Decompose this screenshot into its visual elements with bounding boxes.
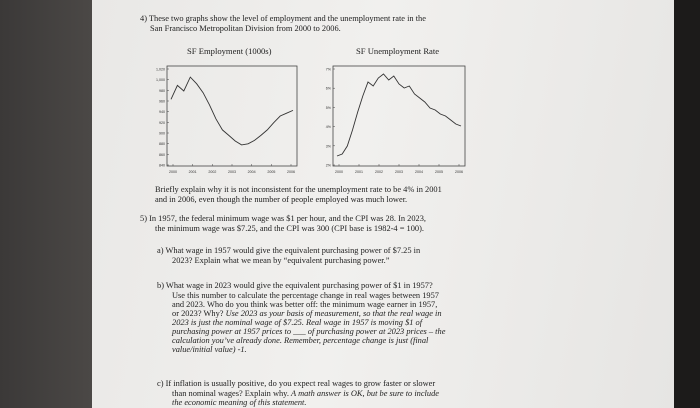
y-tick-label: 5%: [325, 105, 331, 110]
part-b-line-7: calculation you’ve already done. Remember, percentage change is just (final: [172, 336, 429, 345]
question-5-line-1: 5) In 1957, the federal minimum wage was $1 per hour, and the CPI was 28. In 2023,: [140, 214, 426, 223]
background-right: [674, 0, 700, 408]
part-c-line-2-plain: than nominal wages? Explain why.: [172, 389, 292, 398]
y-tick-label: 3%: [325, 144, 331, 149]
x-tick-label: 2000: [335, 170, 343, 174]
question-4-line-2: San Francisco Metropolitan Division from 2000 to 2006.: [150, 24, 341, 33]
background-left: [0, 0, 92, 408]
x-tick-label: 2004: [415, 170, 423, 174]
part-c-line-3: the economic meaning of this statement.: [172, 398, 307, 407]
question-4-line-1: 4) These two graphs show the level of employment and the unemployment rate in the: [140, 14, 426, 23]
part-c-line-2-italic: A math answer is OK, but be sure to include: [291, 389, 439, 398]
x-tick-label: 2006: [455, 170, 463, 174]
part-b-line-1: b) What wage in 2023 would give the equivalent purchasing power of $1 in 1957?: [157, 281, 433, 290]
y-tick-label: 840: [159, 163, 165, 168]
x-tick-label: 2006: [287, 170, 295, 174]
part-a-line-2: 2023? Explain what we mean by “equivalent purchasing power.”: [172, 256, 390, 265]
x-tick-label: 2004: [247, 170, 256, 174]
unemployment-chart: [315, 63, 467, 178]
y-tick-label: 940: [159, 110, 165, 115]
x-tick-label: 2005: [435, 170, 443, 174]
part-b-line-8: value/initial value) -1.: [172, 345, 247, 354]
x-tick-label: 2003: [395, 170, 403, 174]
y-tick-label: 880: [159, 142, 165, 147]
y-tick-label: 920: [159, 120, 165, 125]
part-b-line-4-plain: or 2023? Why?: [172, 309, 226, 318]
employment-chart-title: SF Employment (1000s): [187, 46, 272, 56]
employment-chart: [149, 63, 299, 178]
part-b-line-5: 2023 is just the nominal wage of $7.25. Real wage in 1957 is moving $1 of: [172, 318, 423, 327]
y-tick-label: 6%: [325, 86, 331, 91]
x-tick-label: 2005: [267, 170, 276, 174]
brief-explain-line-2: and in 2006, even though the number of people employed was much lower.: [155, 195, 408, 204]
y-tick-label: 1,020: [156, 67, 165, 72]
y-tick-label: 860: [159, 152, 165, 157]
y-tick-label: 900: [159, 131, 165, 136]
question-5-line-2: the minimum wage was $7.25, and the CPI was 300 (CPI base is 1982-4 = 100).: [155, 224, 424, 233]
part-b-line-4-italic: Use 2023 as your basis of measurement, so that the real wage in: [225, 309, 442, 318]
y-tick-label: 980: [159, 88, 165, 93]
series-line: [171, 77, 293, 145]
x-tick-label: 2002: [208, 170, 217, 174]
part-b-line-3: and 2023. Who do you think was better off: the minimum wage earner in 1957,: [172, 300, 438, 309]
part-b-line-2: Use this number to calculate the percentage change in real wages between 1957: [172, 291, 439, 300]
x-tick-label: 2003: [228, 170, 236, 174]
y-tick-label: 960: [159, 99, 165, 104]
x-tick-label: 2002: [375, 170, 383, 174]
series-line: [337, 74, 461, 156]
part-c-line-1: c) If inflation is usually positive, do you expect real wages to grow faster or slower: [157, 379, 436, 388]
unemployment-chart-title: SF Unemployment Rate: [356, 46, 440, 56]
part-a-line-1: a) What wage in 1957 would give the equivalent purchasing power of $7.25 in: [157, 246, 421, 255]
part-b-line-6: purchasing power at 1957 prices to ___ of purchasing power at 2023 prices – the: [172, 327, 446, 336]
y-tick-label: 4%: [325, 125, 331, 130]
x-tick-label: 2001: [355, 170, 363, 174]
x-tick-label: 2000: [169, 170, 177, 174]
y-tick-label: 2%: [325, 163, 331, 168]
y-tick-label: 1,000: [156, 78, 165, 83]
y-tick-label: 7%: [325, 67, 331, 72]
x-tick-label: 2001: [188, 170, 197, 174]
plot-frame: [167, 66, 297, 166]
brief-explain-line-1: Briefly explain why it is not inconsistent for the unemployment rate to be 4% in 2001: [155, 185, 442, 194]
